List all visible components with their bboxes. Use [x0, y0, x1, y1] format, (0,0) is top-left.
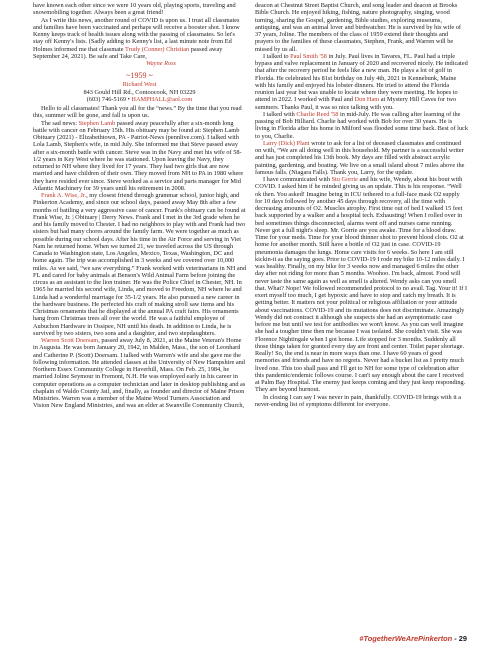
paragraph-text: In closing I can say I was never in pain, thankfully. COVID-19 brings with it a never-ending list of symptoms different for everyone. — [255, 393, 462, 408]
paragraph — [255, 140, 468, 176]
email-link[interactable]: HAMPHALL@aol.com — [131, 95, 193, 103]
classmate-name-link[interactable]: Stephen Lamb — [78, 119, 116, 127]
page-number: 29 — [458, 634, 467, 643]
paragraph-text: I have communicated with — [263, 176, 332, 183]
paragraph — [33, 2, 246, 17]
paragraph — [255, 2, 468, 53]
paragraph-text: passed away peacefully after a six-month long battle with cancer on February 15th. His obituary may be found at: Stephen Lamb Obituary (2021) - Elizabethtown, PA - Patriot-News (pennlive.com). I talked with Lola Lamb, Stephen's wife, in mid July. She informed me that Steve passed away after a six-month battle with cancer. Steve was in the Navy and met his wife of 58-1/2 years in Key West where he was stationed. Upon leaving the Navy, they returned to NH where they lived for 17 years. They had two girls that are now married and have children of their own. They moved from NH to PA in 1980 where they have resided ever since. Steve worked as a service and parts manager for Mid Atlantic Machinery for 39 years until his retirement in 2008. — [33, 119, 244, 192]
classmate-name-link[interactable]: Warren Scott Doersam — [41, 337, 99, 344]
classmate-name-link[interactable]: Charlie Reed '58 — [296, 110, 339, 118]
paragraph-text: Hello to all classmates! Thank you all for the “news.” By the time that you read this, summer will be gone, and fall is upon us. — [33, 105, 242, 120]
paragraph-text: deacon at Chestnut Street Baptist Church, and song leader and deacon at Brooks Bible Church. He enjoyed hiking, fishing, nature photography, singing, wood turning, sharing the Gospel, gardening, Bible studies, exploring museums, antiquing, and was an animal lover and birdwatcher. He is survived by his wife of 37 years, Joline. The members of the class of 1959 extend their thoughts and prayers to the families of these classmates, Stephen, Frank, and Warren will be missed by us all. — [255, 2, 461, 53]
footer-hashtag: #TogetherWeArePinkerton — [359, 634, 453, 643]
footer-separator: - — [452, 634, 459, 643]
paragraph — [255, 394, 468, 409]
paragraph — [33, 192, 246, 337]
paragraph-text: passed away September 24, 2021). Be safe and Take Care, — [33, 45, 223, 60]
classmate-name-link[interactable]: Don Ham — [354, 96, 380, 104]
paragraph-text: wrote to ask for a list of deceased classmates and continued on with, “We are all doing well in this household. My partner is a successful writer and has just completed his 13th book. My days are filled with abstract acrylic painting, gardening, and boating. We live on a small island about 7 miles above the famous falls. (Niagara Falls). Thank you, Larry, for the update. — [255, 139, 465, 176]
paragraph — [33, 337, 246, 410]
paragraph-text: in mid-July. He was calling after learning of the passing of Bob Hilliard. Charlie had worked with Bob for over 30 years. He is living in Florida after his home in Milford was flooded some time back. Best of luck to you, Charlie. — [255, 110, 469, 140]
class-header — [33, 71, 246, 103]
phone-number: (603) 746-5169 • — [86, 95, 132, 103]
class-year: ~1959 ~ — [126, 71, 153, 81]
classmate-name-link[interactable]: Frank A. Wise, Jr. — [41, 192, 87, 199]
paragraph — [255, 53, 468, 111]
left-column — [33, 2, 246, 410]
paragraph-text: As I write this news, another round of COVID is upon us. I trust all classmates and families have been vaccinated and perhaps will receive a booster shot. I know Kenny keeps track of health issues along with the passing of classmates. So let's stay off Kenny's lists. (Sadly adding to Kenny's list, a last minute note from Ed Holmes informed me that classmate — [33, 16, 240, 53]
classmate-name-link[interactable]: Paul Smith '58 — [290, 52, 327, 60]
paragraph — [255, 176, 468, 394]
class-rep-address: 843 Gould Hill Rd., Contoocook, NH 03229 — [83, 88, 196, 96]
right-column — [255, 2, 468, 408]
paragraph-text: , my closest friend through grammar school, junior high, and Pinkerton Academy, and since our school days, passed away May 8th after a few months of battling a very aggressive case of cancer. Frank's obituary can be found at Frank Wise, Jr. | Obituary | Derry News. Frank and I met in the 3rd grade when he and his family moved to Chester. I had no neighbors to play with and Frank had two sisters but had many chores around the family farm. We were together as much as possible during our school days. After his time in the Air Force and serving in Viet Nam he returned home. When we turned 21, we traveled across the US through Canada to Washington state, Los Angeles, Mexico, Texas, Washington, DC and home again. The trip was accomplished in 3 weeks and we covered over 10,000 miles. As we said, “we saw everything.” Frank worked with veterinarians in NH and FL and cared for baby animals at Benson's Wild Animal Farm before joining the circus as an assistant to the lion trainer. He was the Police Chief in Chester, NH. In 1965 he married his second wife, Linda, and moved to Freedom, NH where he and Linda had a wonderful marriage for 35-1/2 years. He also pursued a new career in the hardware business. He perfected his craft of making stroll saw items and his Christmas ornaments that he displayed at the annual PA craft fairs. His ornaments hang from Christmas trees all over the world. He was a faithful employee of Aubuchon Hardware in Ossipee, NH until his death. In addition to Linda, he is survived by two sisters, two sons and a daughter, and two stepdaughters. — [33, 192, 246, 337]
paragraph-text: I talked with — [263, 110, 297, 118]
paragraph-text: The sad news: — [41, 119, 79, 127]
paragraph-text: and his wife, Wendy, about his bout with COVID. I asked him if he minded giving us an update. This is his response. “Well ok then. You asked! Imagine being in ICU tethered to a full-face mask O2 supply for 10 days followed by another 45 days through recovery, all the time with decreasing amounts of O2. Muscles atrophy. First time out of bed I walked 15 feet back supported by a walker and a hospital tech. Exhausting! When I rolled over in bed sometimes things disconnected, alarms went off and nurses came running. Never got a full night's sleep. Mr. Gorrie are you awake. Time for a blood draw. Time for your meds. Time for your blood thinner shot to prevent blood clots. O2 at home for another month. Still have a bottle of O2 just in case. COVID-19 pneumonia damages the lungs. Home care visits for 6 weeks. So here I am still kickin-it as the saying goes. Prior to COVID-19 I rode my bike 10-12 miles daily. I was healthy. Finally, on my bike for 3 weeks now and managed 6 miles the other day after not riding for more than 5 months. Woohoo. I'm back, almost. Food will never taste the same again as well as smell is altered. Wendy asks can you smell that. What? Nope! We followed recommended protocol to no avail. Tag. Your it! If I exert myself too much, I get hypoxic and have to stop and catch my breath. It is getting better. It matters not your political or religious affiliation or your attitude about vaccinations. COVID-19 and its mutations does not discriminate. Amazingly Wendy did not contract it although she suspects she had an asymptomatic case before me but until we test for antibodies we won't know. As you can well imagine she had a tougher time then me because I was isolated. She couldn't visit. She was Florence Nightingale when I got home. Life stopped for 3 months. Suddenly all those things taken for granted every day are front and center. Toilet paper shortage. Really! So, the end is near in more ways than one. I have 60 years of good memories and friends and have no regrets. Never had a bucket list as I pretty much lived one. This too shall pass and I'll get to NH for some type of celebration after this pandemic/endemic follows course. I can't say enough about the care I received at Palm Bay Hospital. The enemy just keeps coming and they just keep responding. They are beyond burnout. — [255, 176, 468, 394]
signature: Wayne Ross — [145, 60, 176, 67]
class-rep-contact — [33, 96, 246, 103]
class-rep-name: Richard West — [122, 81, 157, 89]
paragraph-text: , passed away July 8, 2021, at the Maine Veteran's Home in Augusta. He was born January 20, 1942, in Malden, Mass., the son of Leonhard and Catherine P. (Scott) Doersam. I talked with Warren's wife and she gave me the following information. He attended classes at the University of New Hampshire and Northern Essex Community College in Haverhill, Mass. On Feb. 25, 1984, he married Joline Seymour in Fremont, N.H. He was employed early in his career in computer operations as a computer technician and later in desktop publishing and as chaplain of Waldo County Jail, and, finally, as founder and director of Maine Prison Ministries. Warren was a member of the Maine Wood Turners Association and Vision New England Ministries, and was an elder at Swanville Community Church, — [33, 337, 246, 410]
paragraph-text: have known each other since we were 10 years old, playing sports, traveling and snowmobiling together. Always been a great friend! — [33, 2, 236, 17]
paragraph — [33, 105, 246, 120]
paragraph-text: I talked to — [263, 52, 291, 60]
classmate-name-link[interactable]: Larry (Dick) Plant — [263, 139, 310, 147]
paragraph — [33, 17, 246, 61]
page-footer — [0, 634, 467, 643]
classmate-name-link[interactable]: Trudy (Conner) Christian — [125, 45, 190, 53]
paragraph-text: in July. Paul lives in Tavares, FL. Paul had a triple bypass and valve replacement in January of 2020 and recovered nicely. He indicated that after the recovery period he feels like a new man. He plays a lot of golf in Florida. He celebrated his 81st birthday on July 4th, 2021 in Kennebunk, Maine with his family and enjoyed his lobster dinners. He tried to attend the Florida reunion last year but was unable to locate where they were meeting. He hopes to attend in 2022. I worked with Paul and — [255, 52, 468, 104]
classmate-name-link[interactable]: Stu Gorrie — [331, 176, 358, 183]
paragraph — [33, 120, 246, 193]
paragraph-text: at Mystery Hill Caves for two summers. Thanks Paul, it was so nice talking with you. — [255, 96, 457, 111]
paragraph — [255, 111, 468, 140]
